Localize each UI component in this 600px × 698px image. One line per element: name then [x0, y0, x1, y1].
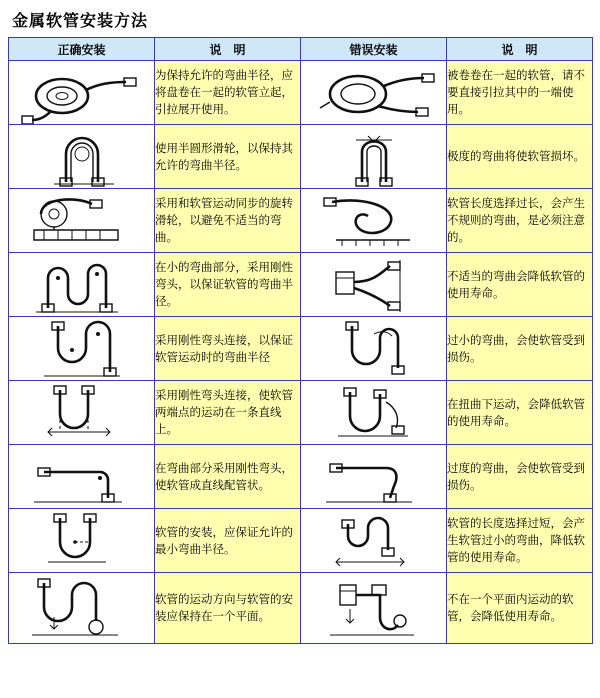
rigid-elbow-connection-correct-icon	[9, 317, 155, 381]
table-row	[9, 125, 593, 189]
row-description: 采用和软管运动同步的旋转滑轮，以避免不适当的弯曲。	[155, 189, 301, 253]
table-row	[9, 61, 593, 125]
row-description: 软管的长度选择过短，会产生软管过小的弯曲，降低软管的使用寿命。	[447, 509, 593, 573]
table-row	[9, 445, 593, 509]
row-description: 过小的弯曲，会使软管受到损伤。	[447, 317, 593, 381]
header-wrong-install: 错误安装	[301, 38, 447, 61]
table-row	[9, 381, 593, 445]
table-row	[9, 573, 593, 644]
same-plane-motion-correct-icon	[9, 573, 155, 644]
too-long-length-wrong-icon	[301, 509, 447, 573]
row-description: 在扭曲下运动，会降低软管的使用寿命。	[447, 381, 593, 445]
coiled-hose-wrong-icon	[301, 61, 447, 125]
row-description: 不适当的弯曲会降低软管的使用寿命。	[447, 253, 593, 317]
rigid-elbow-small-bend-correct-icon	[9, 253, 155, 317]
row-description: 采用刚性弯头连接，使软管两端点的运动在一条直线上。	[155, 381, 301, 445]
rotating-pulley-correct-icon	[9, 189, 155, 253]
improper-bend-wrong-icon	[301, 253, 447, 317]
too-long-hose-wrong-icon	[301, 189, 447, 253]
excessive-bend-wrong-icon	[301, 445, 447, 509]
table-header-row	[9, 38, 593, 61]
header-correct-description: 说 明	[155, 38, 301, 61]
header-wrong-description: 说 明	[447, 38, 593, 61]
row-description: 采用刚性弯头连接，以保证软管运动时的弯曲半径	[155, 317, 301, 381]
row-description: 不在一个平面内运动的软管，会降低使用寿命。	[447, 573, 593, 644]
row-description: 过度的弯曲，会使软管受到损伤。	[447, 445, 593, 509]
table-row	[9, 509, 593, 573]
row-description: 软管长度选择过长，会产生不规则的弯曲，是必须注意的。	[447, 189, 593, 253]
row-description: 极度的弯曲将使软管损坏。	[447, 125, 593, 189]
header-correct-install: 正确安装	[9, 38, 155, 61]
row-description: 在弯曲部分采用刚性弯头，使软管成直线配管状。	[155, 445, 301, 509]
semicircle-pulley-correct-icon	[9, 125, 155, 189]
coiled-hose-correct-icon	[9, 61, 155, 125]
u-shape-straight-line-correct-icon	[9, 381, 155, 445]
different-plane-motion-wrong-icon	[301, 573, 447, 644]
torsion-bend-wrong-icon	[301, 381, 447, 445]
row-description: 在小的弯曲部分，采用刚性弯头，以保证软管的弯曲半径。	[155, 253, 301, 317]
installation-methods-table	[8, 37, 593, 644]
row-description: 软管的运动方向与软管的安装应保持在一个平面。	[155, 573, 301, 644]
row-description: 为保持允许的弯曲半径，应将盘卷在一起的软管立起，引拉展开使用。	[155, 61, 301, 125]
sharp-bend-wrong-icon	[301, 125, 447, 189]
row-description: 软管的安装，应保证允许的最小弯曲半径。	[155, 509, 301, 573]
table-row	[9, 253, 593, 317]
table-row	[9, 189, 593, 253]
min-bend-radius-correct-icon	[9, 509, 155, 573]
page-title: 金属软管安装方法	[12, 11, 149, 30]
too-small-bend-wrong-icon	[301, 317, 447, 381]
row-description: 被卷卷在一起的软管，请不要直接引拉其中的一端使用。	[447, 61, 593, 125]
table-row	[9, 317, 593, 381]
row-description: 使用半圆形滑轮，以保持其允许的弯曲半径。	[155, 125, 301, 189]
straight-pipe-elbow-correct-icon	[9, 445, 155, 509]
